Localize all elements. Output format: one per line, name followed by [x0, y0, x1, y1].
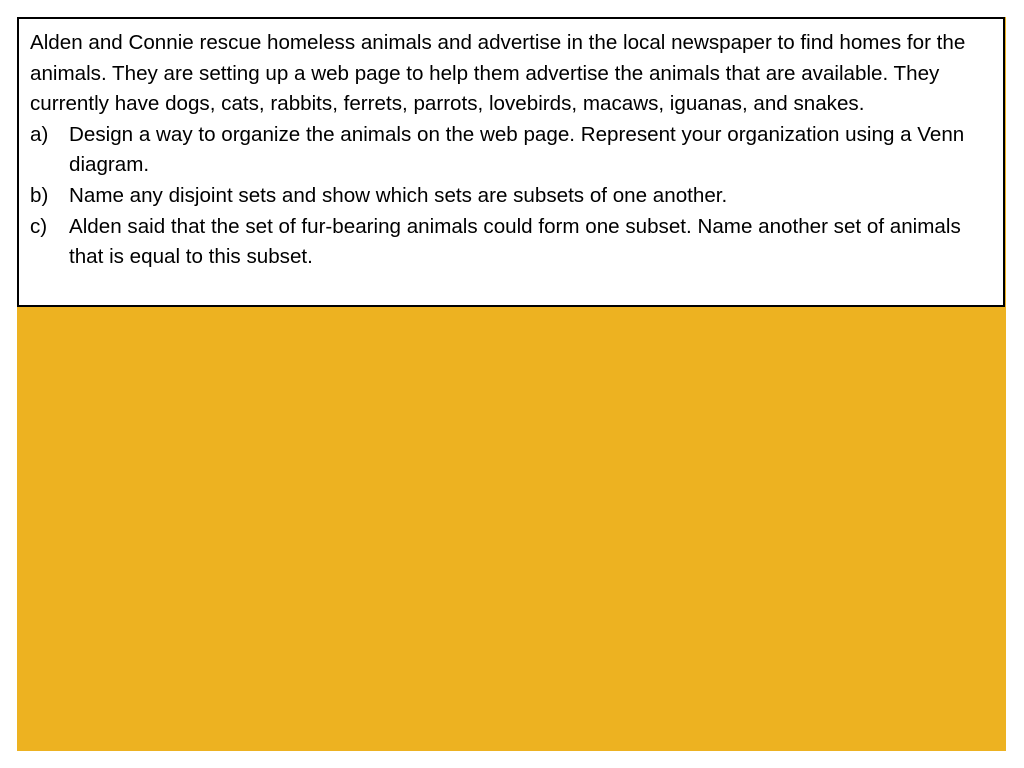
- question-c: [30, 212, 994, 273]
- question-a-text: Design a way to organize the animals on the web page. Represent your organization using a Venn diagram.: [69, 122, 965, 177]
- question-list: [30, 120, 994, 273]
- question-c-marker: c): [30, 214, 48, 238]
- question-c-text: Alden said that the set of fur-bearing animals could form one subset. Name another set of animals that is equal to this subset.: [69, 214, 961, 269]
- problem-intro: Alden and Connie rescue homeless animals and advertise in the local newspaper to find homes for the animals. They are setting up a web page to help them advertise the animals that are available. They currently have dogs, cats, rabbits, ferrets, parrots, lovebirds, macaws, iguanas, and snakes.: [30, 31, 966, 116]
- question-a-marker: a): [30, 122, 49, 146]
- question-b-text: Name any disjoint sets and show which sets are subsets of one another.: [69, 183, 728, 207]
- question-a: [30, 120, 994, 181]
- question-b-marker: b): [30, 183, 49, 207]
- problem-text-box: [17, 17, 1005, 307]
- question-b: [30, 181, 994, 212]
